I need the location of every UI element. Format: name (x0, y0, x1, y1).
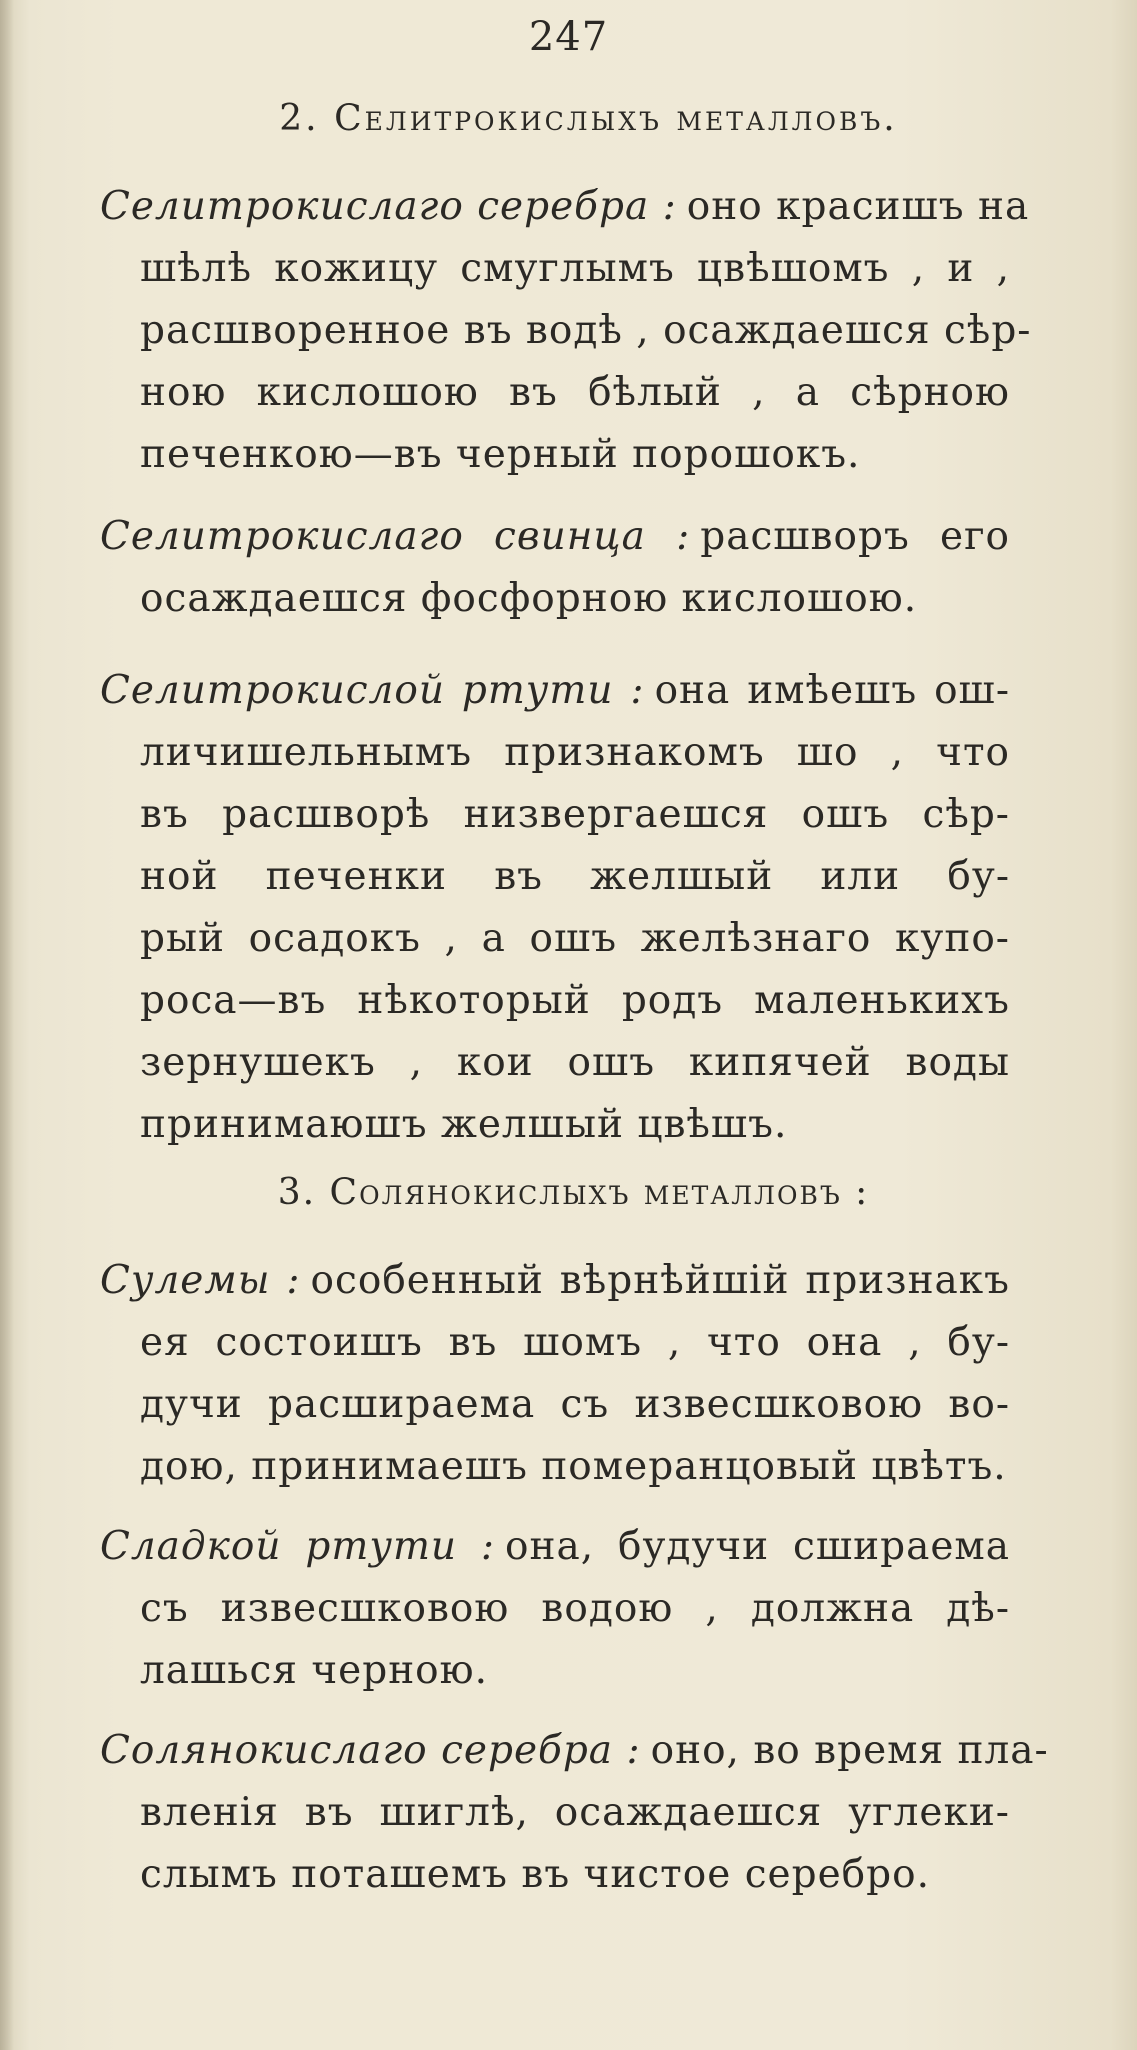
entry-line: слымъ поташемъ въ чистое серебро. (140, 1852, 930, 1897)
entry-line: съ извесшковою водою , должна дѣ- (140, 1586, 1010, 1631)
entry-line: въ расшворѣ низвергаешся ошъ сѣр- (140, 792, 1010, 837)
entry-line: дою, принимаешъ померанцовый цвѣтъ. (140, 1444, 1007, 1489)
entry-line: ной печенки въ желшый или бу- (140, 854, 1010, 899)
entry-line: рый осадокъ , а ошъ желѣзнаго купо- (140, 916, 1010, 961)
entry-line: ея состоишъ въ шомъ , что она , бу- (140, 1320, 1010, 1365)
page-number: 247 (528, 14, 609, 60)
entry-first-line: Селитрокислаго серебра : оно красишъ на (100, 184, 1030, 229)
entry-line: осаждаешся фосфорною кислошою. (140, 576, 918, 621)
entry-line: лашься черною. (140, 1648, 489, 1693)
entry-line: ною кислошою въ бѣлый , а сѣрною (140, 370, 1010, 415)
section-heading-chlorides: 3. Солянокислыхъ металловъ : (277, 1172, 870, 1213)
entry-term: Сладкой ртути : (100, 1524, 496, 1569)
section-heading-nitrates: 2. Селитрокислыхъ металловъ. (279, 98, 898, 139)
entry-line: личишельнымъ признакомъ шо , что (140, 730, 1010, 775)
entry-first-line: Селитрокислой ртути : она имѣешъ ош- (100, 668, 1010, 713)
entry-lead-nitrate (100, 506, 1010, 630)
entry-term: Селитрокислаго свинца : (100, 514, 691, 559)
entry-silver-nitrate (100, 176, 1032, 486)
binding-shadow (0, 0, 14, 2050)
entry-term: Селитрокислой ртути : (100, 668, 645, 713)
entry-line: печенкою—въ черный порошокъ. (140, 432, 861, 477)
entry-term: Сулемы : (100, 1258, 301, 1303)
entry-line: роса—въ нѣкоторый родъ маленькихъ (140, 978, 1010, 1023)
entry-silver-chloride (100, 1720, 1049, 1906)
entry-mercury-nitrate (100, 660, 1010, 1156)
entry-line: дучи расшираема съ извесшковою во- (140, 1382, 1010, 1427)
entry-line: вленія въ шиглѣ, осаждаешся углеки- (140, 1790, 1010, 1835)
entry-first-line: Сладкой ртути : она, будучи сшираема (100, 1524, 1010, 1569)
entry-term: Селитрокислаго серебра : (100, 184, 677, 229)
entry-first-line: Селитрокислаго свинца : расшворъ его (100, 514, 1010, 559)
entry-first-line: Солянокислаго серебра : оно, во время пла- (100, 1728, 1049, 1773)
entry-sublimate (100, 1250, 1010, 1498)
entry-term: Солянокислаго серебра : (100, 1728, 641, 1773)
entry-line: принимаюшъ желшый цвѣшъ. (140, 1102, 788, 1147)
entry-line: расшворенное въ водѣ , осаждаешся сѣр- (140, 308, 1032, 353)
entry-first-line: Сулемы : особенный вѣрнѣйшій признакъ (100, 1258, 1010, 1303)
entry-calomel (100, 1516, 1010, 1702)
entry-line: шѣлѣ кожицу смуглымъ цвѣшомъ , и , (140, 246, 1010, 291)
entry-line: зернушекъ , кои ошъ кипячей воды (140, 1040, 1010, 1085)
